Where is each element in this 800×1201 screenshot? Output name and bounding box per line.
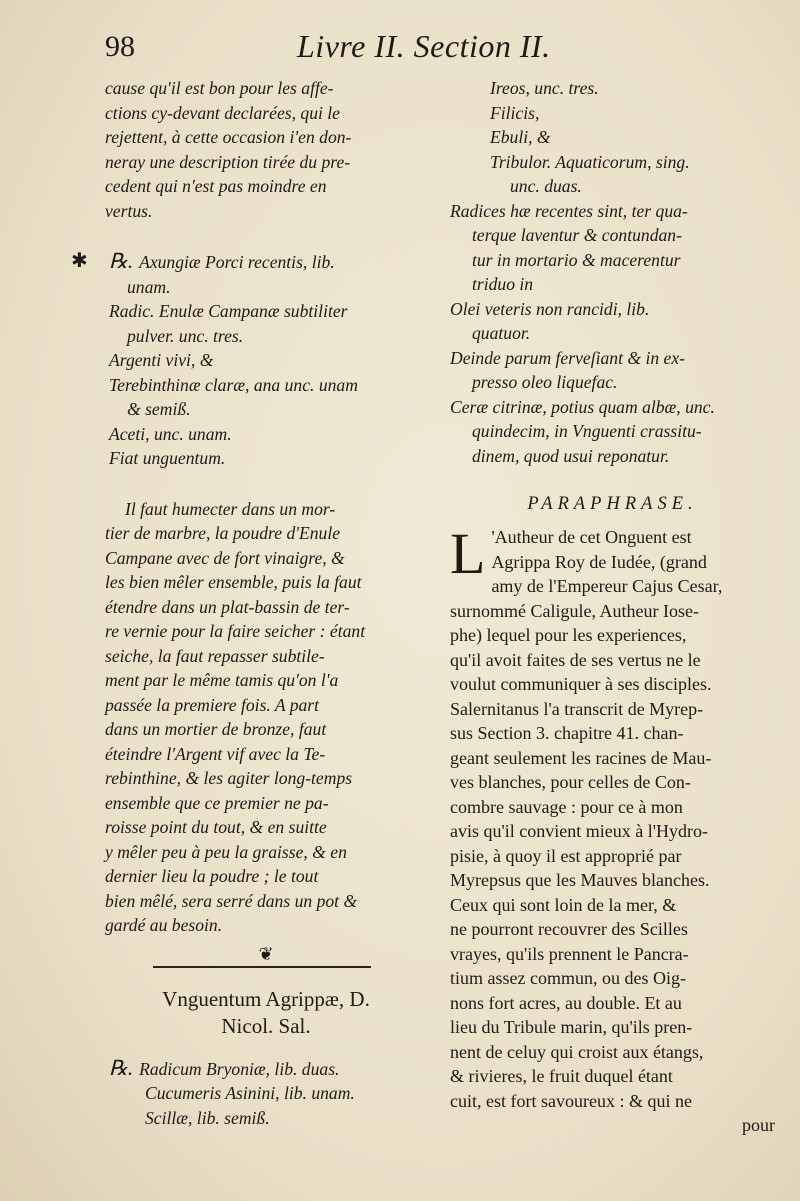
- text-line: dans un mortier de bronze, faut: [105, 719, 327, 739]
- recipe-line: Ceræ citrinæ, potius quam albæ, unc.: [450, 396, 715, 417]
- catchword: pour: [742, 1115, 775, 1135]
- right-column: [450, 76, 775, 1138]
- text-line: ctions cy-devant declarées, qui le: [105, 102, 340, 123]
- recipe-line: pulver. unc. tres.: [127, 325, 244, 346]
- recipe-two: [105, 1056, 427, 1131]
- star-marker-icon: ✱: [71, 250, 88, 272]
- text-line: bien mêlé, sera serré dans un pot &: [105, 890, 358, 911]
- recipe-line: Deinde parum ferveſiant & in ex-: [450, 347, 686, 368]
- recipe-line: Argenti vivi, &: [109, 350, 214, 370]
- text-line: Agrippa Roy de Iudée, (grand: [491, 551, 707, 572]
- recipe-line: dinem, quod usui reponatur.: [472, 445, 670, 466]
- page-number: 98: [105, 30, 135, 63]
- recipe-line: Scillæ, lib. semiß.: [145, 1107, 270, 1128]
- text-line: lieu du Tribule marin, qu'ils pren-: [450, 1017, 693, 1037]
- title-line: Nicol. Sal.: [221, 1013, 311, 1038]
- text-line: voulut communiquer à ses disciples.: [450, 674, 712, 694]
- recipe-line: unam.: [127, 276, 171, 297]
- recipe-line: Olei veteris non rancidi, lib.: [450, 298, 650, 319]
- recipe-line: quatuor.: [472, 323, 531, 343]
- recipe-line: Radices hæ recentes sint, ter qua-: [450, 200, 688, 221]
- text-line: passée la premiere fois. A part: [105, 694, 320, 715]
- text-line: seiche, la faut repasser subtile-: [105, 645, 325, 666]
- drop-cap: L: [450, 521, 486, 586]
- recipe-line: Aceti, unc. unam.: [109, 423, 232, 444]
- text-line: nons fort acres, au double. Et au: [450, 992, 682, 1013]
- text-line: avis qu'il convient mieux à l'Hydro-: [450, 821, 708, 841]
- text-line: y mêler peu à peu la graisse, & en: [105, 841, 347, 862]
- text-line: nent de celuy qui croist aux étangs,: [450, 1041, 704, 1062]
- text-line: vrayes, qu'ils prennent le Pancra-: [450, 943, 689, 964]
- text-line: vertus.: [105, 200, 153, 221]
- text-line: éteindre l'Argent vif avec la Te-: [105, 743, 326, 764]
- text-line: roisse point du tout, & en suitte: [105, 817, 327, 837]
- text-line: gardé au besoin.: [105, 915, 223, 935]
- french-instructions: [105, 497, 427, 938]
- text-line: Campane avec de fort vinaigre, &: [105, 547, 345, 568]
- text-line: neray une description tirée du pre-: [105, 151, 351, 172]
- text-line: ves blanches, pour celles de Con-: [450, 772, 691, 792]
- left-column: [71, 76, 427, 1130]
- recipe-line: Cucumeris Asinini, lib. unam.: [145, 1083, 355, 1103]
- recipe-line: triduo in: [472, 274, 534, 294]
- text-line: combre sauvage : pour ce à mon: [450, 796, 683, 817]
- recipe-line: Terebinthinæ claræ, ana unc. unam: [109, 374, 358, 395]
- recipe-line: unc. duas.: [510, 176, 582, 196]
- recipe-continued: [450, 76, 775, 468]
- recipe-line: ℞. Axungiæ Porci recentis, lib.: [109, 249, 335, 273]
- running-head: Livre II. Section II.: [297, 28, 551, 64]
- recipe-line: Ebuli, &: [490, 127, 551, 147]
- text-line: sus Section 3. chapitre 41. chan-: [450, 723, 684, 743]
- text-line: rejettent, à cette occasion i'en don-: [105, 127, 352, 147]
- recipe-line: Tribulor. Aquaticorum, sing.: [490, 151, 690, 172]
- paraphrase-body: [450, 521, 775, 1138]
- text-line: ment par le même tamis qu'on l'a: [105, 670, 339, 690]
- text-line: & rivieres, le fruit duquel étant: [450, 1066, 673, 1086]
- section-divider: [153, 966, 371, 968]
- text-line: tier de marbre, la poudre d'Enule: [105, 523, 341, 543]
- recipe-line: presso oleo liquefac.: [472, 372, 618, 392]
- text-line: tium assez commun, ou des Oig-: [450, 968, 686, 988]
- recipe-line: Filicis,: [490, 102, 540, 123]
- recipe-line: quindecim, in Vnguenti crassitu-: [472, 421, 702, 441]
- paraphrase-heading: PARAPHRASE.: [527, 494, 698, 514]
- section-title: [105, 986, 427, 1040]
- text-line: Salernitanus l'a transcrit de Myrep-: [450, 698, 704, 719]
- text-line: surnommé Caligule, Autheur Iose-: [450, 600, 699, 621]
- recipe-line: ℞. Radicum Bryoniæ, lib. duas.: [109, 1055, 340, 1080]
- recipe-line: Ireos, unc. tres.: [490, 78, 599, 98]
- text-line: qu'il avoit faites de ses vertus ne le: [450, 649, 701, 670]
- text-line: Myrepsus que les Mauves blanches.: [450, 870, 710, 890]
- page-header: [105, 28, 755, 72]
- text-line: Il faut humecter dans un mor-: [125, 498, 336, 519]
- text-line: 'Autheur de cet Onguent est: [491, 527, 692, 547]
- text-line: cuit, est fort savoureux : & qui ne: [450, 1090, 692, 1111]
- recipe-symbol-icon: ℞.: [109, 1055, 134, 1080]
- text-line: ensemble que ce premier ne pa-: [105, 792, 329, 813]
- text-line: phe) lequel pour les experiences,: [450, 625, 687, 645]
- text-line: les bien mêler ensemble, puis la faut: [105, 572, 362, 592]
- text-line: dernier lieu la poudre ; le tout: [105, 866, 319, 886]
- text-line: pisie, à quoy il est approprié par: [450, 845, 682, 866]
- recipe-line: Fiat unguentum.: [109, 448, 226, 468]
- recipe-symbol-icon: ℞.: [109, 249, 134, 273]
- text-line: ne pourront recouvrer des Scilles: [450, 919, 688, 939]
- text-line: rebinthine, & les agiter long-temps: [105, 768, 353, 788]
- text-line: cause qu'il est bon pour les affe-: [105, 78, 334, 98]
- recipe-line: terque laventur & contundan-: [472, 225, 682, 245]
- text-line: étendre dans un plat-bassin de ter-: [105, 596, 350, 617]
- ornament-icon: ❦: [258, 943, 274, 964]
- text-line: amy de l'Empereur Cajus Cesar,: [491, 576, 723, 596]
- title-line: Vnguentum Agrippæ, D.: [162, 986, 370, 1011]
- text-line: cedent qui n'est pas moindre en: [105, 176, 327, 196]
- text-line: geant seulement les racines de Mau-: [450, 747, 712, 768]
- recipe-line: & semiß.: [127, 399, 191, 419]
- recipe-line: tur in mortario & macerentur: [472, 249, 681, 270]
- recipe-line: Radic. Enulæ Campanæ subtiliter: [109, 301, 348, 321]
- text-line: re vernie pour la faire seicher : étant: [105, 621, 366, 641]
- text-line: Ceux qui sont loin de la mer, &: [450, 894, 677, 915]
- intro-paragraph: [105, 76, 427, 223]
- recipe-one: [71, 249, 427, 471]
